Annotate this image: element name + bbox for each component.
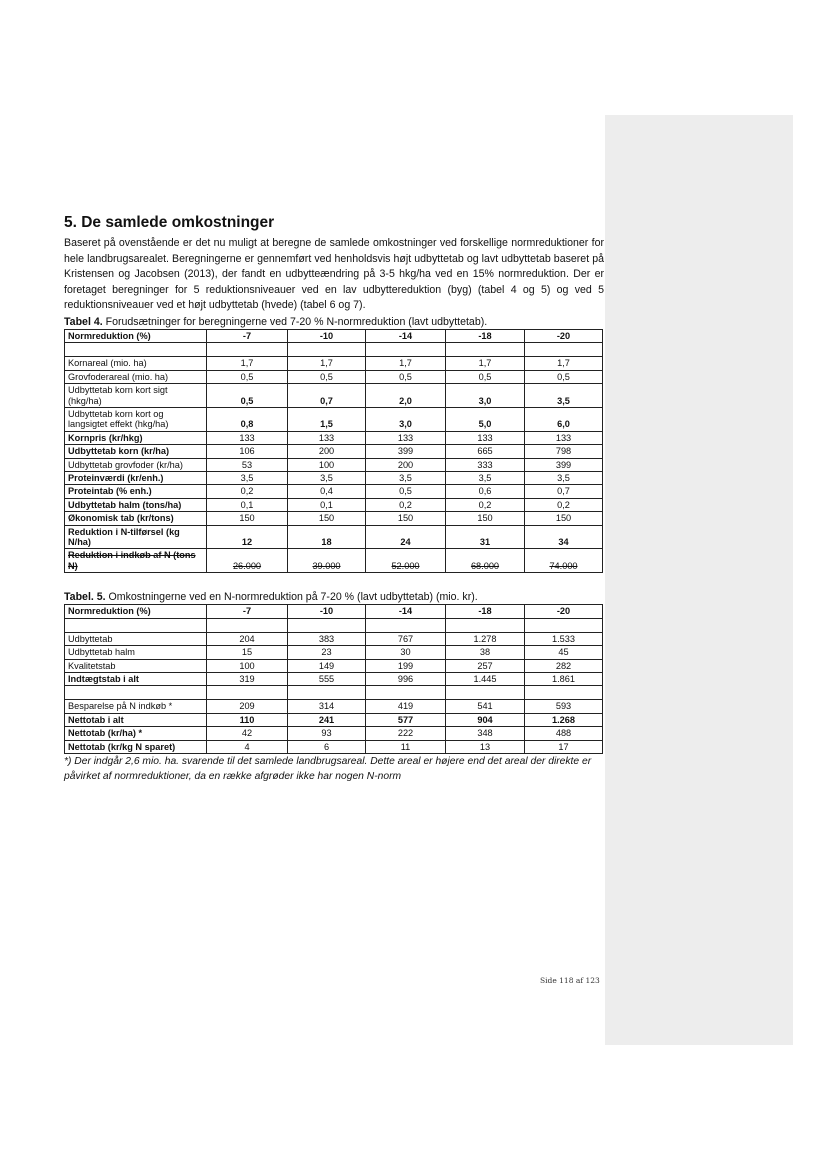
table4-cell: 200 [366,458,446,471]
table4-row-label: Grovfoderareal (mio. ha) [65,370,207,383]
table4-cell: 0,8 [207,408,288,432]
table4-cell: 34 [525,525,603,549]
table4-cell: 1,5 [288,408,366,432]
table4-cell: 133 [288,431,366,444]
page-number: Side 118 af 123 [540,976,600,985]
table4-row-label: Reduktion i N-tilførsel (kg N/ha) [65,525,207,549]
table5-header-cell: -18 [446,605,525,618]
table5-cell: 241 [288,713,366,726]
table4-cell: 68.000 [446,549,525,573]
table4-cell: 100 [288,458,366,471]
table4-header-row [65,329,603,342]
table4-cell: 133 [446,431,525,444]
table5-header-cell: Normreduktion (%) [65,605,207,618]
table4-cell: 0,7 [288,384,366,408]
table4-cell: 200 [288,445,366,458]
table5 [64,604,603,754]
table4-cell: 399 [525,458,603,471]
table5-cell: 419 [366,700,446,713]
table4-cell: 133 [366,431,446,444]
table4-row-label: Proteinværdi (kr/enh.) [65,472,207,485]
table4-cell: 106 [207,445,288,458]
table4-header-cell: -10 [288,329,366,342]
table5-cell: 767 [366,632,446,645]
table4-cell: 150 [288,512,366,525]
table4-row-label: Reduktion i indkøb af N (tons N) [65,549,207,573]
table5-row-label: Nettotab (kr/ha) * [65,727,207,740]
table4-cell: 0,2 [366,498,446,511]
section-paragraph: Baseret på ovenstående er det nu muligt at beregne de samlede omkostninger ved forskellige normreduktioner for hele landbrugsarealet. Beregningerne er gennemført ved henholdsvis højt udbyttetab og lavt udbyttetab baseret på Kristensen og Jacobsen (2013), der fandt en udbytteændring på 3-5 hkg/ha ved en 15% normreduktion. Der er foretaget beregninger for 5 reduktionsniveauer ved en lav udbyttereduktion (byg) (tabel 4 og 5) og ved 5 reduktionsniveauer ved et højt udbyttetab (hvede) (tabel 6 og 7). [64,237,604,312]
table5-header-cell: -10 [288,605,366,618]
table5-cell: 15 [207,646,288,659]
table5-row [65,727,603,740]
section-heading: 5. De samlede omkostninger [64,214,275,231]
table4-cell: 18 [288,525,366,549]
table5-cell: 555 [288,672,366,685]
table4-cell: 0,2 [446,498,525,511]
table5-row [65,740,603,753]
table5-cell: 149 [288,659,366,672]
table5-cell: 282 [525,659,603,672]
table4-cell: 0,1 [288,498,366,511]
table5-row-label: Besparelse på N indkøb * [65,700,207,713]
table4-row [65,445,603,458]
table4-cell: 74.000 [525,549,603,573]
table4-cell: 399 [366,445,446,458]
table4-cell: 2,0 [366,384,446,408]
table5-cell: 1.268 [525,713,603,726]
table4-cell: 150 [525,512,603,525]
table5-cell: 383 [288,632,366,645]
table4-row-label: Udbyttetab korn kort sigt (hkg/ha) [65,384,207,408]
table5-cell: 1.445 [446,672,525,685]
side-shaded-panel [605,115,793,1045]
table4-cell: 5,0 [446,408,525,432]
table5-row [65,646,603,659]
table5-row-label: Kvalitetstab [65,659,207,672]
table5-row-label: Udbyttetab [65,632,207,645]
table4 [64,329,603,573]
table5-spacer-row [65,686,603,700]
table5-cell: 42 [207,727,288,740]
table4-cell: 26.000 [207,549,288,573]
table4-cell: 1,7 [288,357,366,370]
table4-cell: 24 [366,525,446,549]
table4-cell: 0,7 [525,485,603,498]
table5-body [65,632,603,753]
table4-cell: 150 [446,512,525,525]
table4-row-label: Udbyttetab grovfoder (kr/ha) [65,458,207,471]
table5-cell: 45 [525,646,603,659]
table4-caption-label: Tabel 4. [64,315,103,328]
table4-cell: 39.000 [288,549,366,573]
table4-header-cell: -18 [446,329,525,342]
table5-cell: 209 [207,700,288,713]
table4-row-label: Økonomisk tab (kr/tons) [65,512,207,525]
table4-row-label: Udbyttetab korn (kr/ha) [65,445,207,458]
table4-row-label: Udbyttetab korn kort og langsigtet effekt (hkg/ha) [65,408,207,432]
table4-cell: 1,7 [366,357,446,370]
table5-header-row [65,605,603,618]
table4-cell: 52.000 [366,549,446,573]
table4-cell: 0,5 [288,370,366,383]
table4-cell: 3,5 [446,472,525,485]
table4-cell: 3,0 [366,408,446,432]
table4-body [65,357,603,573]
table5-cell: 348 [446,727,525,740]
table5-row [65,713,603,726]
table5-cell: 541 [446,700,525,713]
table4-row [65,384,603,408]
table5-caption-label: Tabel. 5. [64,591,106,604]
table5-cell: 6 [288,740,366,753]
table5-row-label: Udbyttetab halm [65,646,207,659]
table4-row [65,512,603,525]
table4-cell: 0,1 [207,498,288,511]
table5-caption [64,591,604,604]
table5-header-cell: -7 [207,605,288,618]
table4-cell: 53 [207,458,288,471]
table4-cell: 3,5 [366,472,446,485]
table4-cell: 665 [446,445,525,458]
table4-row [65,370,603,383]
table5-cell: 30 [366,646,446,659]
table4-cell: 1,7 [446,357,525,370]
table4-cell: 1,7 [525,357,603,370]
page-content [64,214,604,784]
table4-cell: 0,5 [525,370,603,383]
table4-row [65,498,603,511]
table4-spacer-row [65,343,603,357]
table4-cell: 3,5 [525,472,603,485]
table5-cell: 314 [288,700,366,713]
table5-cell: 23 [288,646,366,659]
table4-cell: 12 [207,525,288,549]
table5-cell: 110 [207,713,288,726]
table4-caption [64,316,604,329]
table4-header-cell: Normreduktion (%) [65,329,207,342]
table4-cell: 798 [525,445,603,458]
table5-cell: 222 [366,727,446,740]
table4-header-cell: -7 [207,329,288,342]
footnote: *) Der indgår 2,6 mio. ha. svarende til det samlede landbrugsareal. Dette areal er højere end det areal der direkte er påvirket af normreduktioner, da en række afgrøder ikke har nogen N-norm [64,755,592,782]
table4-row [65,485,603,498]
table4-cell: 0,6 [446,485,525,498]
table4-cell: 0,5 [446,370,525,383]
table5-cell: 4 [207,740,288,753]
table4-cell: 333 [446,458,525,471]
table5-row-label: Nettotab i alt [65,713,207,726]
table4-row [65,357,603,370]
table5-cell: 11 [366,740,446,753]
table5-cell: 593 [525,700,603,713]
table5-cell: 204 [207,632,288,645]
table4-row [65,525,603,549]
table4-row-label: Kornpris (kr/hkg) [65,431,207,444]
table4-cell: 31 [446,525,525,549]
table4-cell: 0,5 [366,370,446,383]
table4-cell: 0,5 [207,370,288,383]
table4-cell: 1,7 [207,357,288,370]
table5-row [65,659,603,672]
table4-cell: 3,5 [525,384,603,408]
table5-cell: 100 [207,659,288,672]
table5-header-cell: -14 [366,605,446,618]
table4-row [65,431,603,444]
table5-cell: 577 [366,713,446,726]
table4-cell: 133 [525,431,603,444]
table4-cell: 6,0 [525,408,603,432]
table4-cell: 0,5 [366,485,446,498]
table5-caption-text: Omkostningerne ved en N-normreduktion på 7-20 % (lavt udbyttetab) (mio. kr). [105,591,478,604]
table4-row [65,549,603,573]
table5-cell: 199 [366,659,446,672]
table4-row [65,408,603,432]
table4-row-label: Udbyttetab halm (tons/ha) [65,498,207,511]
table5-header-cell: -20 [525,605,603,618]
table5-cell: 38 [446,646,525,659]
table5-row [65,632,603,645]
table4-header-cell: -14 [366,329,446,342]
table4-row [65,472,603,485]
table5-cell: 904 [446,713,525,726]
table5-cell: 1.861 [525,672,603,685]
table4-cell: 0,4 [288,485,366,498]
table5-row [65,672,603,685]
table4-cell: 3,5 [288,472,366,485]
table5-cell: 488 [525,727,603,740]
table4-row-label: Proteintab (% enh.) [65,485,207,498]
table5-cell: 1.278 [446,632,525,645]
table5-cell: 319 [207,672,288,685]
table4-row-label: Kornareal (mio. ha) [65,357,207,370]
table5-row [65,700,603,713]
table4-cell: 0,2 [207,485,288,498]
table5-row-label: Indtægtstab i alt [65,672,207,685]
table4-cell: 3,5 [207,472,288,485]
table5-cell: 996 [366,672,446,685]
table4-row [65,458,603,471]
table4-cell: 0,5 [207,384,288,408]
table5-cell: 17 [525,740,603,753]
table5-cell: 257 [446,659,525,672]
table5-cell: 93 [288,727,366,740]
table4-caption-text: Forudsætninger for beregningerne ved 7-20 % N-normreduktion (lavt udbyttetab). [102,315,488,328]
table5-row-label: Nettotab (kr/kg N sparet) [65,740,207,753]
table4-header-cell: -20 [525,329,603,342]
table4-cell: 3,0 [446,384,525,408]
table5-spacer-row [65,618,603,632]
table5-cell: 1.533 [525,632,603,645]
table5-cell: 13 [446,740,525,753]
table4-cell: 0,2 [525,498,603,511]
table4-cell: 133 [207,431,288,444]
table4-cell: 150 [366,512,446,525]
table4-cell: 150 [207,512,288,525]
